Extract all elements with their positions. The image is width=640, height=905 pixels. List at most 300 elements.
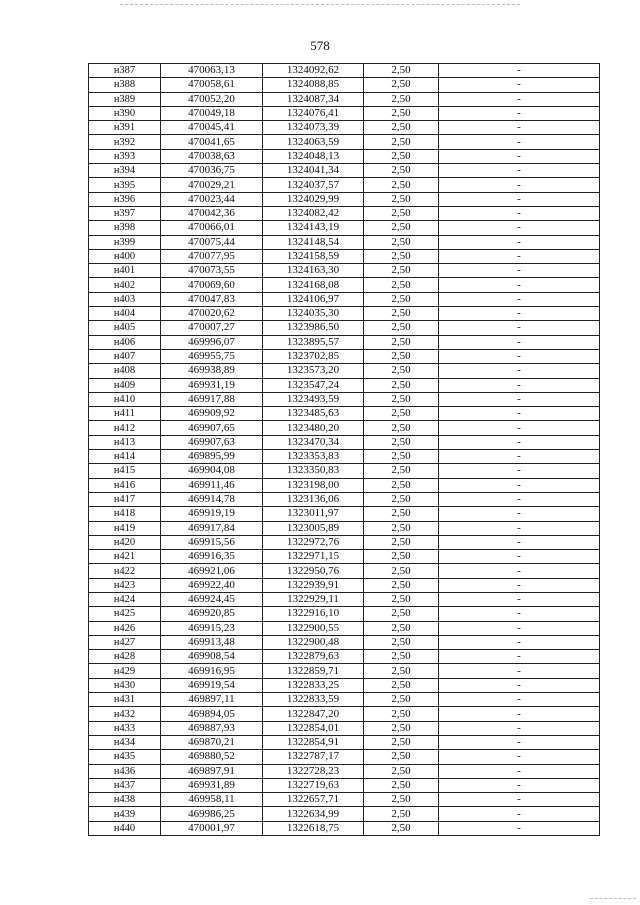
cell-y: 1324163,30 [263,264,364,278]
table-row [89,735,600,749]
cell-point: н390 [89,106,161,120]
cell-y: 1322787,17 [263,750,364,764]
cell-y: 1323470,34 [263,435,364,449]
cell-point: н410 [89,392,161,406]
cell-d: 2,50 [364,607,439,621]
cell-x: 469922,40 [161,578,263,592]
cell-d: 2,50 [364,149,439,163]
cell-point: н400 [89,249,161,263]
cell-y: 1322929,11 [263,592,364,606]
table-row [89,707,600,721]
table-row [89,164,600,178]
cell-x: 470052,20 [161,92,263,106]
cell-d: 2,50 [364,292,439,306]
cell-x: 470047,83 [161,292,263,306]
table-row [89,178,600,192]
cell-x: 469996,07 [161,335,263,349]
page-number: 578 [310,38,330,53]
table-row [89,492,600,506]
cell-note: - [439,764,600,778]
table-row [89,264,600,278]
cell-x: 469909,92 [161,407,263,421]
cell-note: - [439,578,600,592]
cell-x: 469870,21 [161,735,263,749]
cell-y: 1322833,25 [263,678,364,692]
cell-note: - [439,507,600,521]
cell-x: 469897,91 [161,764,263,778]
cell-d: 2,50 [364,550,439,564]
cell-point: н403 [89,292,161,306]
cell-y: 1323011,97 [263,507,364,521]
cell-point: н425 [89,607,161,621]
cell-d: 2,50 [364,235,439,249]
cell-x: 470029,21 [161,178,263,192]
cell-note: - [439,450,600,464]
top-edge-line [120,4,520,5]
cell-point: н421 [89,550,161,564]
cell-d: 2,50 [364,793,439,807]
cell-point: н394 [89,164,161,178]
cell-note: - [439,149,600,163]
table-row [89,635,600,649]
cell-x: 469915,23 [161,621,263,635]
cell-y: 1324168,08 [263,278,364,292]
cell-note: - [439,564,600,578]
bottom-edge-line [590,898,636,899]
cell-d: 2,50 [364,78,439,92]
cell-y: 1323547,24 [263,378,364,392]
cell-x: 469911,46 [161,478,263,492]
cell-point: н424 [89,592,161,606]
cell-y: 1323350,83 [263,464,364,478]
cell-note: - [439,650,600,664]
cell-x: 469914,78 [161,492,263,506]
cell-point: н437 [89,778,161,792]
cell-y: 1324082,42 [263,206,364,220]
table-row [89,807,600,821]
cell-y: 1322971,15 [263,550,364,564]
cell-note: - [439,807,600,821]
cell-point: н409 [89,378,161,392]
cell-note: - [439,721,600,735]
cell-note: - [439,621,600,635]
cell-d: 2,50 [364,249,439,263]
table-row [89,764,600,778]
cell-point: н439 [89,807,161,821]
cell-y: 1324048,13 [263,149,364,163]
cell-d: 2,50 [364,478,439,492]
cell-x: 469958,11 [161,793,263,807]
table-row [89,192,600,206]
cell-note: - [439,793,600,807]
cell-d: 2,50 [364,635,439,649]
cell-x: 470075,44 [161,235,263,249]
cell-y: 1324035,30 [263,307,364,321]
cell-y: 1323485,63 [263,407,364,421]
cell-x: 469880,52 [161,750,263,764]
cell-point: н401 [89,264,161,278]
table-row [89,335,600,349]
cell-note: - [439,264,600,278]
table-row [89,249,600,263]
cell-point: н422 [89,564,161,578]
cell-d: 2,50 [364,307,439,321]
cell-d: 2,50 [364,106,439,120]
cell-point: н432 [89,707,161,721]
cell-note: - [439,192,600,206]
cell-x: 470007,27 [161,321,263,335]
table-row [89,550,600,564]
cell-x: 470036,75 [161,164,263,178]
cell-point: н419 [89,521,161,535]
cell-d: 2,50 [364,92,439,106]
cell-y: 1322657,71 [263,793,364,807]
cell-point: н429 [89,664,161,678]
cell-note: - [439,678,600,692]
cell-note: - [439,278,600,292]
cell-d: 2,50 [364,264,439,278]
cell-y: 1324092,62 [263,64,364,78]
cell-point: н393 [89,149,161,163]
cell-x: 469913,48 [161,635,263,649]
cell-point: н428 [89,650,161,664]
cell-point: н440 [89,821,161,835]
cell-note: - [439,164,600,178]
cell-y: 1324063,59 [263,135,364,149]
cell-d: 2,50 [364,578,439,592]
cell-d: 2,50 [364,807,439,821]
cell-point: н420 [89,535,161,549]
cell-y: 1322618,75 [263,821,364,835]
coordinates-table-body [89,64,600,836]
cell-d: 2,50 [364,321,439,335]
table-row [89,678,600,692]
table-row [89,793,600,807]
cell-d: 2,50 [364,821,439,835]
table-row [89,592,600,606]
cell-y: 1323493,59 [263,392,364,406]
cell-d: 2,50 [364,435,439,449]
cell-note: - [439,750,600,764]
cell-x: 469931,19 [161,378,263,392]
cell-point: н395 [89,178,161,192]
cell-x: 470001,97 [161,821,263,835]
cell-x: 469917,84 [161,521,263,535]
table-row [89,535,600,549]
cell-d: 2,50 [364,664,439,678]
cell-y: 1324041,34 [263,164,364,178]
cell-x: 469916,35 [161,550,263,564]
cell-x: 470066,01 [161,221,263,235]
cell-point: н414 [89,450,161,464]
table-row [89,121,600,135]
cell-point: н412 [89,421,161,435]
cell-point: н392 [89,135,161,149]
cell-d: 2,50 [364,592,439,606]
cell-x: 470063,13 [161,64,263,78]
table-row [89,135,600,149]
cell-note: - [439,249,600,263]
cell-y: 1324037,57 [263,178,364,192]
cell-note: - [439,321,600,335]
cell-note: - [439,735,600,749]
cell-note: - [439,478,600,492]
cell-d: 2,50 [364,349,439,363]
cell-x: 469920,85 [161,607,263,621]
table-row [89,507,600,521]
cell-d: 2,50 [364,378,439,392]
cell-point: н397 [89,206,161,220]
cell-x: 469908,54 [161,650,263,664]
table-row [89,664,600,678]
table-row [89,521,600,535]
cell-d: 2,50 [364,192,439,206]
table-row [89,221,600,235]
cell-y: 1322950,76 [263,564,364,578]
cell-d: 2,50 [364,64,439,78]
cell-note: - [439,392,600,406]
table-row [89,578,600,592]
cell-y: 1322728,23 [263,764,364,778]
cell-x: 470069,60 [161,278,263,292]
table-row [89,206,600,220]
cell-point: н435 [89,750,161,764]
cell-note: - [439,349,600,363]
cell-d: 2,50 [364,206,439,220]
cell-point: н416 [89,478,161,492]
cell-d: 2,50 [364,778,439,792]
cell-note: - [439,635,600,649]
table-row [89,478,600,492]
cell-y: 1323480,20 [263,421,364,435]
cell-point: н391 [89,121,161,135]
cell-y: 1323986,50 [263,321,364,335]
cell-y: 1322972,76 [263,535,364,549]
cell-y: 1324148,54 [263,235,364,249]
cell-d: 2,50 [364,507,439,521]
cell-note: - [439,92,600,106]
cell-point: н389 [89,92,161,106]
table-row [89,106,600,120]
cell-note: - [439,78,600,92]
cell-note: - [439,64,600,78]
cell-note: - [439,292,600,306]
cell-d: 2,50 [364,392,439,406]
cell-y: 1322854,91 [263,735,364,749]
cell-note: - [439,535,600,549]
cell-y: 1324029,99 [263,192,364,206]
cell-point: н413 [89,435,161,449]
cell-y: 1324143,19 [263,221,364,235]
cell-d: 2,50 [364,335,439,349]
cell-point: н433 [89,721,161,735]
cell-y: 1323353,83 [263,450,364,464]
cell-x: 470042,36 [161,206,263,220]
cell-y: 1322719,63 [263,778,364,792]
table-row [89,750,600,764]
cell-x: 469904,08 [161,464,263,478]
cell-point: н417 [89,492,161,506]
table-row [89,292,600,306]
cell-note: - [439,135,600,149]
cell-point: н426 [89,621,161,635]
cell-point: н418 [89,507,161,521]
cell-note: - [439,592,600,606]
table-row [89,278,600,292]
cell-x: 469931,89 [161,778,263,792]
cell-point: н427 [89,635,161,649]
cell-point: н398 [89,221,161,235]
table-row [89,407,600,421]
table-row [89,364,600,378]
cell-point: н411 [89,407,161,421]
cell-note: - [439,778,600,792]
table-row [89,64,600,78]
cell-x: 470058,61 [161,78,263,92]
cell-d: 2,50 [364,135,439,149]
cell-x: 469919,54 [161,678,263,692]
cell-d: 2,50 [364,735,439,749]
cell-x: 469938,89 [161,364,263,378]
cell-note: - [439,106,600,120]
cell-x: 470020,62 [161,307,263,321]
cell-point: н415 [89,464,161,478]
cell-x: 469955,75 [161,349,263,363]
cell-d: 2,50 [364,464,439,478]
cell-x: 470038,63 [161,149,263,163]
cell-y: 1324158,59 [263,249,364,263]
cell-x: 469921,06 [161,564,263,578]
cell-y: 1322939,91 [263,578,364,592]
cell-point: н387 [89,64,161,78]
cell-x: 470045,41 [161,121,263,135]
cell-x: 470073,55 [161,264,263,278]
table-row [89,321,600,335]
cell-d: 2,50 [364,535,439,549]
cell-y: 1324073,39 [263,121,364,135]
cell-y: 1322900,48 [263,635,364,649]
coordinates-table [88,63,600,836]
cell-d: 2,50 [364,221,439,235]
cell-d: 2,50 [364,364,439,378]
cell-point: н388 [89,78,161,92]
cell-note: - [439,407,600,421]
cell-y: 1323573,20 [263,364,364,378]
cell-note: - [439,550,600,564]
cell-point: н438 [89,793,161,807]
cell-x: 469986,25 [161,807,263,821]
cell-d: 2,50 [364,564,439,578]
cell-d: 2,50 [364,750,439,764]
cell-note: - [439,707,600,721]
cell-x: 470041,65 [161,135,263,149]
cell-note: - [439,607,600,621]
cell-y: 1323198,00 [263,478,364,492]
cell-d: 2,50 [364,421,439,435]
cell-x: 470077,95 [161,249,263,263]
table-row [89,650,600,664]
cell-x: 469924,45 [161,592,263,606]
cell-y: 1322854,01 [263,721,364,735]
cell-note: - [439,821,600,835]
cell-y: 1323702,85 [263,349,364,363]
cell-point: н434 [89,735,161,749]
cell-d: 2,50 [364,178,439,192]
table-row [89,92,600,106]
cell-x: 469907,63 [161,435,263,449]
cell-y: 1323136,06 [263,492,364,506]
cell-x: 469916,95 [161,664,263,678]
cell-y: 1324076,41 [263,106,364,120]
table-row [89,621,600,635]
cell-d: 2,50 [364,707,439,721]
cell-point: н396 [89,192,161,206]
cell-note: - [439,221,600,235]
cell-note: - [439,335,600,349]
table-row [89,564,600,578]
cell-d: 2,50 [364,721,439,735]
cell-note: - [439,178,600,192]
table-row [89,235,600,249]
cell-y: 1323895,57 [263,335,364,349]
cell-x: 470023,44 [161,192,263,206]
cell-point: н407 [89,349,161,363]
cell-d: 2,50 [364,764,439,778]
cell-note: - [439,206,600,220]
table-row [89,607,600,621]
cell-d: 2,50 [364,407,439,421]
cell-point: н404 [89,307,161,321]
cell-d: 2,50 [364,492,439,506]
cell-point: н408 [89,364,161,378]
table-row [89,464,600,478]
cell-point: н405 [89,321,161,335]
table-row [89,349,600,363]
cell-x: 469887,93 [161,721,263,735]
cell-note: - [439,307,600,321]
cell-d: 2,50 [364,121,439,135]
cell-y: 1322634,99 [263,807,364,821]
cell-note: - [439,378,600,392]
table-row [89,421,600,435]
cell-y: 1323005,89 [263,521,364,535]
table-row [89,721,600,735]
cell-note: - [439,492,600,506]
table-row [89,778,600,792]
cell-point: н402 [89,278,161,292]
cell-d: 2,50 [364,621,439,635]
cell-y: 1322833,59 [263,693,364,707]
cell-point: н406 [89,335,161,349]
cell-note: - [439,464,600,478]
cell-point: н431 [89,693,161,707]
cell-d: 2,50 [364,678,439,692]
table-row [89,821,600,835]
cell-y: 1324088,85 [263,78,364,92]
table-row [89,149,600,163]
cell-point: н423 [89,578,161,592]
cell-d: 2,50 [364,450,439,464]
cell-x: 469919,19 [161,507,263,521]
cell-note: - [439,364,600,378]
cell-x: 469917,88 [161,392,263,406]
cell-d: 2,50 [364,278,439,292]
cell-x: 470049,18 [161,106,263,120]
table-row [89,693,600,707]
cell-y: 1322847,20 [263,707,364,721]
cell-x: 469895,99 [161,450,263,464]
cell-point: н436 [89,764,161,778]
